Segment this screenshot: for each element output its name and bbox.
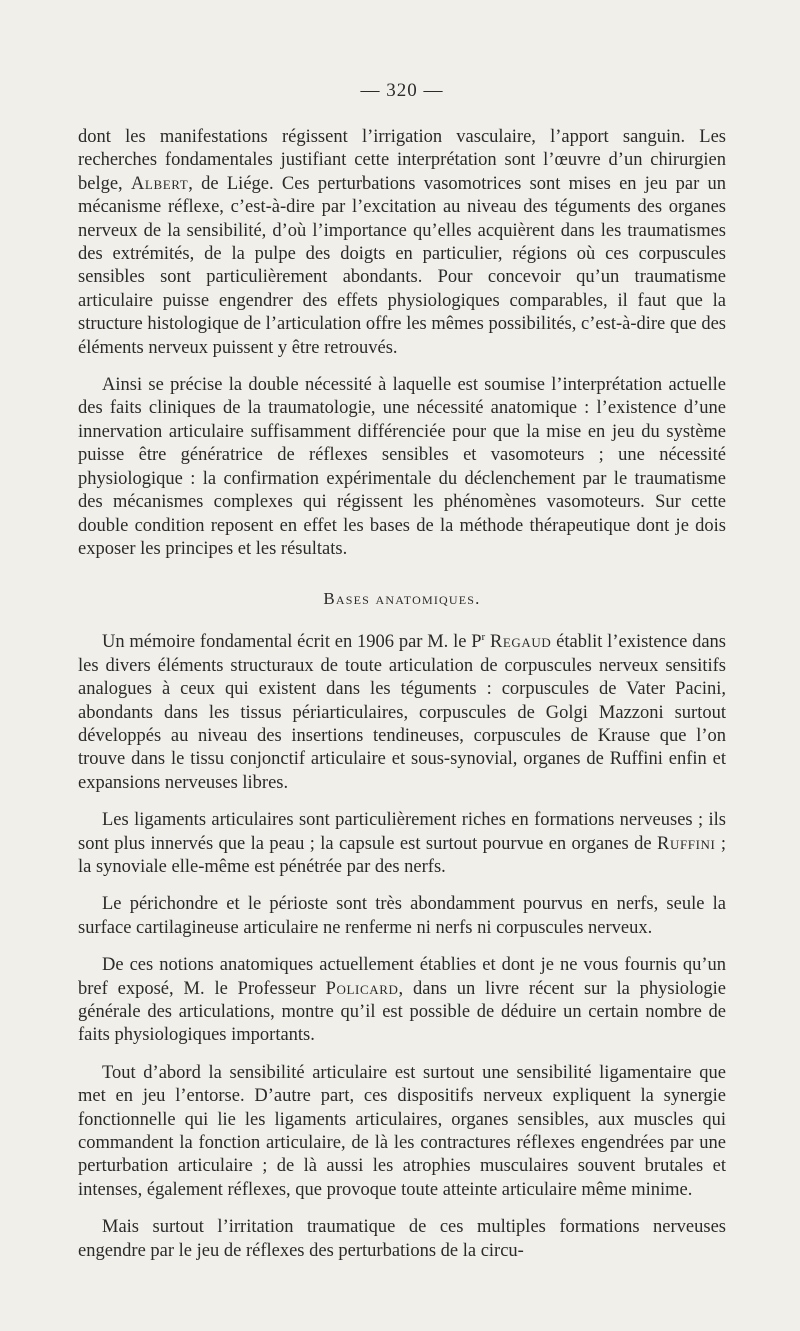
section-heading: Bases anatomiques. [323,589,481,609]
page-number: — 320 — [360,80,444,101]
author-name-ruffini: Ruffini [657,833,716,854]
paragraph-1-text-a: dont les manifestations régissent l’irrigation vasculaire, l’apport sanguin. Les recherches fondamentales justifiant cette interprétation sont l’œuvre d’un chirurgien belge, [78,127,726,194]
paragraph-6-text-c: , dans un livre récent sur la physiologie générale des articulations, montre qu’il est possible de déduire un certain nombre de faits physiologiques importants. [78,978,726,1046]
paragraph-6 [78,954,726,1048]
author-name-regaud: Regaud [489,632,552,653]
paragraph-7: Tout d’abord la sensibilité articulaire est surtout une sensibilité ligamentaire que met en jeu l’entorse. D’autre part, ces dispositifs nerveux expliquent la synergie fonctionnelle qui lie les ligaments articulaires, organes sensibles, aux muscles qui commandent la fonction articulaire, de là les contractures réflexes engendrées par une perturbation articulaire ; de là aussi les atrophies musculaires souvent brutales et intenses, également réflexes, que provoque toute atteinte articulaire même minime. [78,1062,726,1200]
paragraph-6-text-a: De ces notions anatomiques actuellement établies et dont je ne vous fournis qu’un bref exposé, M. le Professeur [78,955,726,999]
professor-abbrev-sup: r [481,631,486,644]
author-name-policard: Policard [325,978,399,999]
paragraph-3-text-c: établit l’existence dans les divers éléments structuraux de toute articulation de corpuscules nerveux sensitifs analogues à ceux qui existent dans les téguments : corpuscules de Vater Pacini, abondants dans les tissus périarticulaires, corpuscules de Golgi Mazzoni surtout développés au niveau des insertions tendineuses, corpuscules de Krause que l’on trouve dans le tissu conjonctif articulaire et sous-synovial, organes de Ruffini enfin et expansions nerveuses libres. [78,632,726,793]
author-name-albert: Albert [130,173,189,194]
paragraph-4 [78,809,726,879]
paragraph-1-text-c: , de Liége. Ces perturbations vasomotrices sont mises en jeu par un mécanisme réflexe, c’est-à-dire par l’excitation au niveau des téguments des organes nerveux de la sensibilité, d’où l’importance qu’elles acquièrent dans les traumatismes des extrémités, de la pulpe des doigts en particulier, régions où ces corpuscules sensibles sont particulièrement abondants. Pour concevoir qu’un traumatisme articulaire puisse engendrer des effets physiologiques comparables, il faut que la structure histologique de l’articulation offre les mêmes possibilités, c’est-à-dire que des éléments nerveux puissent y être retrouvés. [78,173,726,358]
document-page [78,80,726,1263]
paragraph-3-text-a: Un mémoire fondamental écrit en 1906 par M. le P [102,632,482,653]
paragraph-1 [78,126,726,360]
paragraph-5: Le périchondre et le périoste sont très abondamment pourvus en nerfs, seule la surface cartilagineuse articulaire ne renferme ni nerfs ni corpuscules nerveux. [78,894,726,938]
paragraph-2: Ainsi se précise la double nécessité à laquelle est soumise l’interprétation actuelle des faits cliniques de la traumatologie, une nécessité anatomique : l’existence d’une innervation articulaire suffisamment différenciée pour que la mise en jeu du système puisse être génératrice de réflexes sensibles et vasomoteurs ; une nécessité physiologique : la confirmation expérimentale du déclenchement par le traumatisme des mécanismes complexes qui régissent les phénomènes vasomoteurs. Sur cette double condition reposent en effet les bases de la méthode thérapeutique dont je dois exposer les principes et les résultats. [78,375,726,559]
paragraph-8: Mais surtout l’irritation traumatique de ces multiples formations nerveuses engendre par le jeu de réflexes des perturbations de la circu- [78,1217,726,1261]
paragraph-4-text-a: Les ligaments articulaires sont particulièrement riches en formations nerveuses ; ils sont plus innervés que la peau ; la capsule est surtout pourvue en organes de [78,810,726,854]
paragraph-4-text-c: ; la synoviale elle-même est pénétrée par des nerfs. [78,833,727,877]
paragraph-3 [78,631,726,795]
